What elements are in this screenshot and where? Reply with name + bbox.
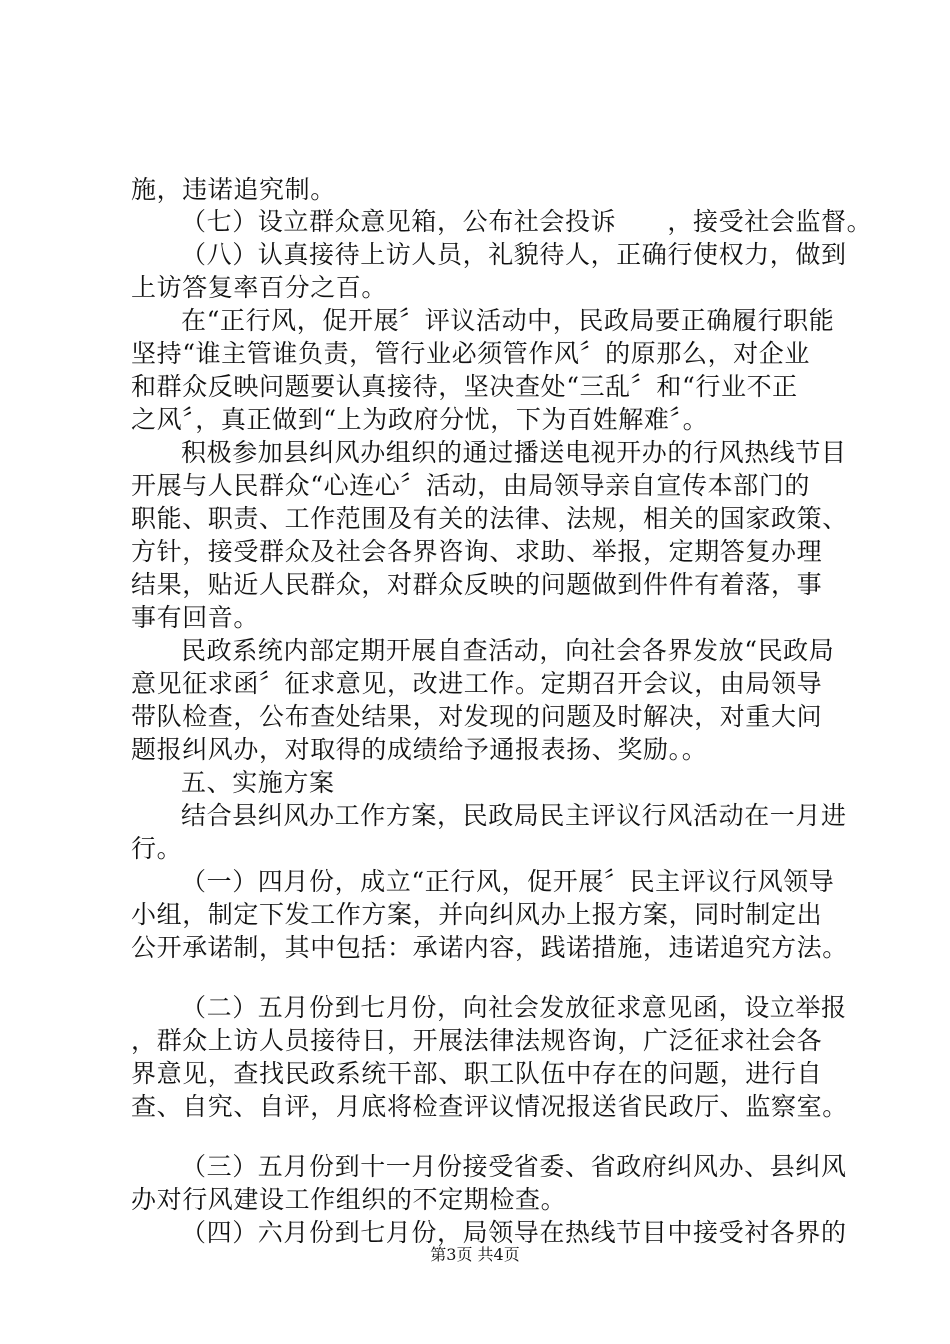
text-line: 界意见，查找民政系统干部、职工队伍中存在的问题，进行自 [131,1059,823,1088]
text-line: （一）四月份，成立“正行风，促开展〞民主评议行风领导 [181,867,835,896]
text-line: 公开承诺制，其中包括：承诺内容，践诺措施，违诺追究方法。 [131,933,848,962]
text-line: 开展与人民群众“心连心〞活动，由局领导亲自宣传本部门的 [131,471,810,500]
text-line: 意见征求函〞征求意见，改进工作。定期召开会议，由局领导 [131,669,823,698]
text-line: 上访答复率百分之百。 [131,273,388,302]
text-line: 积极参加县纠风办组织的通过播送电视开办的行风热线节目 [181,438,847,467]
page-number-footer: 第3页 共4页 [430,1245,520,1264]
text-line: 小组，制定下发工作方案，并向纠风办上报方案，同时制定出 [131,900,823,929]
text-line: 结果，贴近人民群众，对群众反映的问题做到件件有着落，事 [131,570,823,599]
text-line: （八）认真接待上访人员，礼貌待人，正确行使权力，做到 [181,240,847,269]
text-line: （四）六月份到七月份，局领导在热线节目中接受衬各界的 [181,1218,847,1247]
text-line: 和群众反映问题要认真接待，坚决查处“三乱〞和“行业不正 [131,372,798,401]
text-line: （七）设立群众意见箱，公布社会投诉 ，接受社会监督。 [181,207,873,236]
text-line: 带队检查，公布查处结果，对发现的问题及时解决，对重大问 [131,702,823,731]
text-line: 方针，接受群众及社会各界咨询、求助、举报，定期答复办理 [131,537,823,566]
text-line: （三）五月份到十一月份接受省委、省政府纠风办、县纠风 [181,1152,847,1181]
text-line: 办对行风建设工作组织的不定期检查。 [131,1185,567,1214]
text-line: 职能、职责、工作范围及有关的法律、法规，相关的国家政策、 [131,504,848,533]
text-line: 事有回音。 [131,603,260,632]
section-heading: 五、实施方案 [181,768,335,797]
text-line: 题报纠风办，对取得的成绩给予通报表扬、奖励。。 [131,735,708,764]
text-line: 在“正行风，促开展〞评议活动中，民政局要正确履行职能 [181,306,835,335]
text-line: 结合县纠风办工作方案，民政局民主评议行风活动在一月进 [181,801,847,830]
text-line: 之风〞，真正做到“上为政府分忧，下为百姓解难〞。 [131,405,709,434]
text-line: 民政系统内部定期开展自查活动，向社会各界发放“民政局 [181,636,835,665]
text-line: 查、自究、自评，月底将检查评议情况报送省民政厅、监察室。 [131,1092,848,1121]
text-line: 施，违诺追究制。 [131,175,336,204]
text-line: （二）五月份到七月份，向社会发放征求意见函，设立举报 [181,993,847,1022]
text-line: 行。 [131,834,183,863]
text-line: 坚持“谁主管谁负责，管行业必须管作风〞的原那么，对企业 [131,339,810,368]
text-line: ，群众上访人员接待日，开展法律法规咨询，广泛征求社会各 [131,1026,823,1055]
